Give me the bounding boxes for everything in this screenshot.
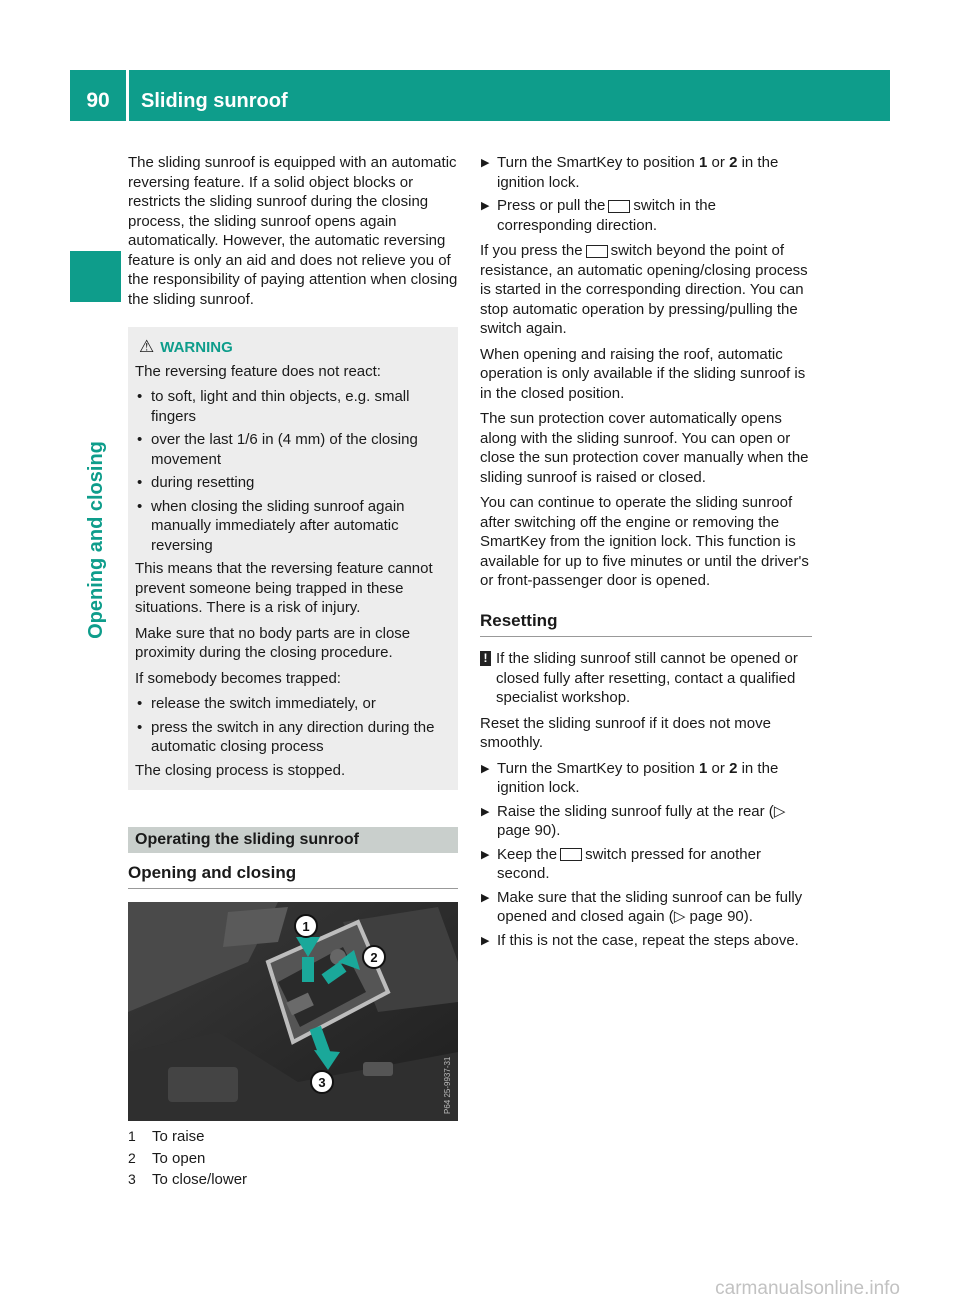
right-column xyxy=(480,153,812,956)
reset-steps xyxy=(480,759,812,951)
list-item: • press the switch in any direction during the automatic closing process xyxy=(135,718,451,757)
warning-paragraph: If somebody becomes trapped: xyxy=(135,669,341,687)
legend-text: To open xyxy=(152,1149,206,1167)
page-ref-arrow-icon[interactable]: ▷ xyxy=(673,908,686,925)
caution-icon: ! xyxy=(480,651,491,666)
svg-text:2: 2 xyxy=(370,950,378,965)
switch-icon xyxy=(560,848,582,861)
paragraph: Reset the sliding sunroof if it does not move smoothly. xyxy=(480,714,771,751)
sidebar-chapter-label: Opening and closing xyxy=(85,441,107,639)
header-separator xyxy=(126,70,129,121)
sunroof-switch-illustration xyxy=(128,902,458,1121)
operating-steps xyxy=(480,153,812,235)
legend-number: 2 xyxy=(128,1149,136,1166)
legend-text: To close/lower xyxy=(152,1171,248,1188)
list-item: • release the switch immediately, or xyxy=(135,694,451,714)
resetting-heading: Resetting xyxy=(480,611,812,638)
section-title: Operating the sliding sunroof xyxy=(128,827,458,853)
warning-title: ⚠ WARNING xyxy=(139,337,233,356)
sidebar-marker xyxy=(70,251,121,302)
paragraph: You can continue to operate the sliding sunroof after switching off the engine or removing the SmartKey from the ignition lock. This function is available for up to five minutes or until the driver's or front-passenger door is opened. xyxy=(480,494,809,589)
warning-lead: The reversing feature does not react: xyxy=(135,362,381,380)
step-item: ▶ Raise the sliding sunroof fully at the rear (▷ page 90). xyxy=(480,802,812,841)
page-title: Sliding sunroof xyxy=(141,90,288,112)
step-item: ▶ Turn the SmartKey to position 1 or 2 in the ignition lock. xyxy=(480,759,812,798)
list-item: • over the last 1/6 in (4 mm) of the closing movement xyxy=(135,430,451,469)
warning-box xyxy=(128,327,458,790)
list-item: • to soft, light and thin objects, e.g. small fingers xyxy=(135,387,451,426)
warning-paragraph: This means that the reversing feature cannot prevent someone being trapped in these situations. There is a risk of injury. xyxy=(135,560,433,616)
legend-number: 1 xyxy=(128,1128,136,1144)
legend-number: 3 xyxy=(128,1171,136,1187)
left-column xyxy=(128,153,458,1192)
legend-item xyxy=(128,1170,458,1190)
legend-item xyxy=(128,1149,458,1169)
legend-item xyxy=(128,1127,458,1147)
switch-icon xyxy=(608,200,630,213)
paragraph: The sun protection cover automatically opens along with the sliding sunroof. You can open or close the sun protection cover manually when the sliding sunroof is raised or closed. xyxy=(480,410,809,486)
step-item: ▶ Make sure that the sliding sunroof can be fully opened and closed again (▷ page 90). xyxy=(480,888,812,927)
step-item: ▶ Keep the switch pressed for another second. xyxy=(480,845,812,884)
photo-code: P64 25-9937-31 xyxy=(443,1056,452,1114)
step-item: ▶ Turn the SmartKey to position 1 or 2 in the ignition lock. xyxy=(480,153,812,192)
list-item: • during resetting xyxy=(135,473,451,493)
page-ref-arrow-icon[interactable]: ▷ xyxy=(773,802,786,820)
trapped-list xyxy=(135,694,451,757)
warning-triangle-icon: ⚠ xyxy=(139,337,155,356)
sunroof-switch-photo xyxy=(128,902,458,1121)
step-item: ▶ Press or pull the switch in the corresponding direction. xyxy=(480,196,812,235)
svg-text:3: 3 xyxy=(318,1075,326,1090)
watermark: carmanualsonline.info xyxy=(715,1278,900,1299)
legend-text: To raise xyxy=(152,1128,205,1145)
switch-icon xyxy=(586,245,608,258)
paragraph: When opening and raising the roof, automatic operation is only available if the sliding sunroof is in the closed position. xyxy=(480,345,806,402)
subsection-title: Opening and closing xyxy=(128,863,458,890)
warning-paragraph: Make sure that no body parts are in close proximity during the closing procedure. xyxy=(135,624,411,661)
warning-paragraph: The closing process is stopped. xyxy=(135,761,346,779)
list-item: • when closing the sliding sunroof again manually immediately after automatic reversing xyxy=(135,497,451,556)
step-item: ▶ If this is not the case, repeat the steps above. xyxy=(480,931,812,951)
warning-list xyxy=(135,387,451,555)
svg-text:1: 1 xyxy=(302,919,310,934)
caution-note: ! If the sliding sunroof still cannot be opened or closed fully after resetting, contact a qualified specialist workshop. xyxy=(480,649,812,708)
paragraph: If you press the switch beyond the point of resistance, an automatic opening/closing process is started in the corresponding direction. You can stop automatic operation by pressing/pulling the switch again. xyxy=(480,242,808,337)
page-number: 90 xyxy=(86,89,110,112)
intro-paragraph: The sliding sunroof is equipped with an automatic reversing feature. If a solid object blocks or restricts the sliding sunroof during the closing process, the sliding sunroof opens again automatically. However, the automatic reversing feature is only an aid and does not relieve you of the responsibility of paying attention when closing the sliding sunroof. xyxy=(128,154,458,308)
